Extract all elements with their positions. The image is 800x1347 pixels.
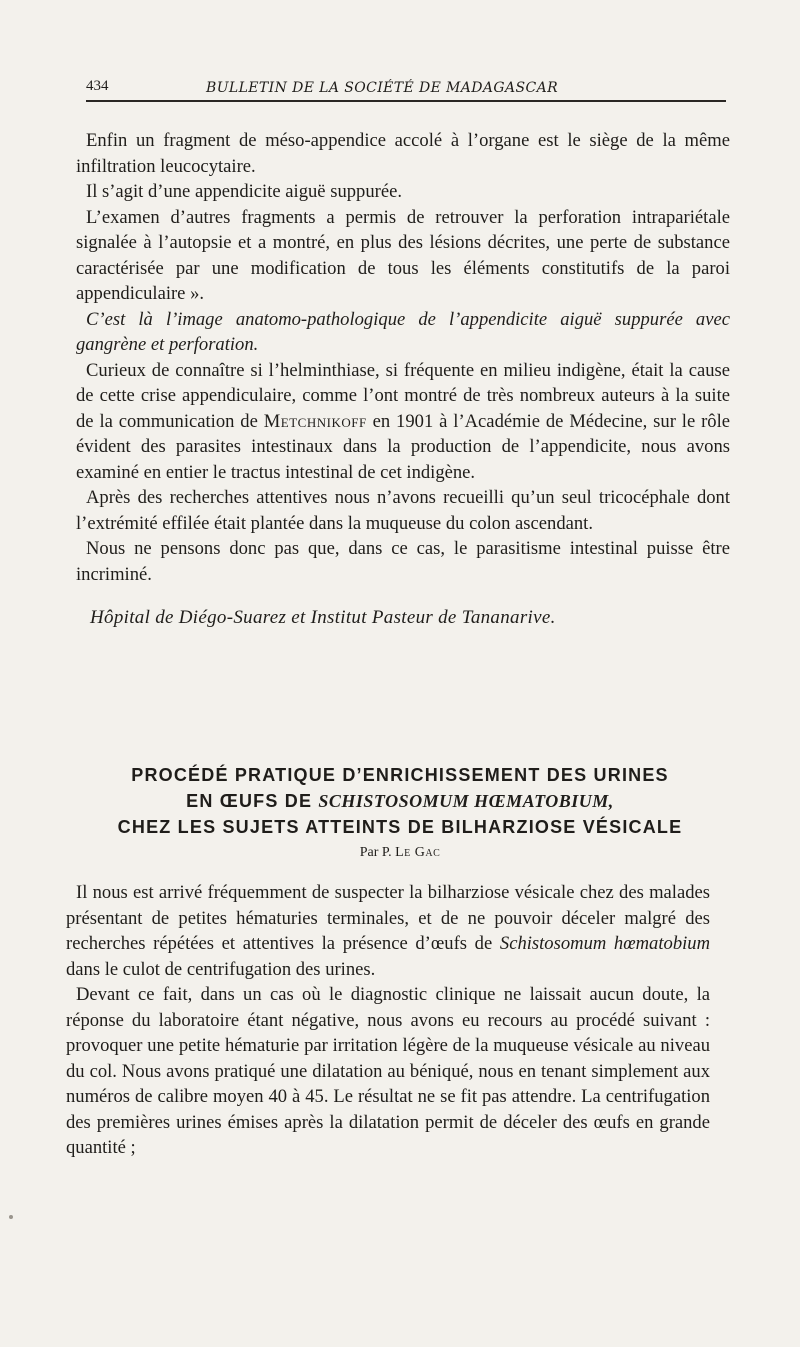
title-line: [70, 788, 730, 814]
article-author: [0, 845, 800, 861]
title-span: EN ŒUFS DE: [186, 791, 313, 811]
author-prefix: Par P.: [359, 845, 392, 860]
text-span: Curieux de connaître si l’helminthiase, si fréquente en milieu indigène, était la cause de cette crise appendiculaire, comme l’ont montré de très nombreux auteurs à la suite de la communication de: [76, 359, 730, 432]
paragraph: [76, 358, 730, 486]
author-reference: Metchnikoff: [263, 410, 367, 432]
page-number: 434: [86, 78, 109, 94]
article-title: [70, 762, 730, 840]
paragraph: Nous ne pensons donc pas que, dans ce cas, le parasitisme intestinal puisse être incriminé.: [76, 538, 730, 585]
text-span: Il nous est arrivé fréquemment de suspecter la bilharziose vésicale chez des malades présentant de petites hématuries terminales, et de ne pouvoir déceler malgré des recherches répétées et attentives la présence d’œufs de: [66, 882, 710, 954]
paragraph-conclusion: C’est là l’image anatomo-pathologique de l’appendicite aiguë suppurée avec gangrène et perforation.: [76, 308, 730, 355]
previous-article-conclusion: [76, 128, 730, 629]
article-body: [66, 880, 710, 1161]
affiliation-signature: Hôpital de Diégo-Suarez et Institut Pasteur de Tananarive.: [90, 607, 556, 628]
text-span: dans le culot de centrifugation des urines.: [66, 958, 376, 980]
author-name: Le Gac: [395, 845, 441, 860]
paragraph: Il s’agit d’une appendicite aiguë suppurée.: [86, 181, 402, 202]
paragraph: Enfin un fragment de méso-appendice accolé à l’organe est le siège de la même infiltration leucocytaire.: [76, 130, 730, 177]
paragraph: Devant ce fait, dans un cas où le diagnostic clinique ne laissait aucun doute, la réponse du laboratoire étant négative, nous avons eu recours au procédé suivant : provoquer une petite hématurie par irritation légère de la muqueuse vésicale au niveau du col. Nous avons pratiqué une dilatation au béniqué, nous en tenant simplement aux numéros de calibre moyen 40 à 45. Le résultat ne se fit pas attendre. La centrifugation des premières urines émises après la dilatation permit de déceler des œufs en grande quantité ;: [66, 984, 710, 1158]
page-speck: [9, 1215, 13, 1219]
paragraph: L’examen d’autres fragments a permis de retrouver la perforation intrapariétale signalée à l’autopsie et a montré, en plus des lésions décrites, une perte de substance caractérisée par une modification de tous les éléments constitutifs de la paroi appendiculaire ».: [76, 206, 730, 304]
title-line: CHEZ LES SUJETS ATTEINTS DE BILHARZIOSE VÉSICALE: [117, 817, 683, 837]
text-span: en 1901 à l’Académie de Médecine, sur le rôle évident des parasites intestinaux dans la production de l’appendicite, nous avons examiné en entier le tractus intestinal de cet indigène.: [76, 410, 731, 483]
species-name: Schistosomum hœmatobium: [499, 933, 711, 954]
paragraph: [66, 880, 710, 982]
running-header: [86, 78, 726, 102]
species-name: SCHISTOSOMUM HŒMATOBIUM,: [318, 791, 614, 811]
paragraph: Après des recherches attentives nous n’avons recueilli qu’un seul tricocéphale dont l’extrémité effilée était plantée dans la muqueuse du colon ascendant.: [76, 487, 730, 534]
running-title: BULLETIN DE LA SOCIÉTÉ DE MADAGASCAR: [206, 80, 559, 96]
title-line: PROCÉDÉ PRATIQUE D’ENRICHISSEMENT DES URINES: [131, 765, 669, 785]
